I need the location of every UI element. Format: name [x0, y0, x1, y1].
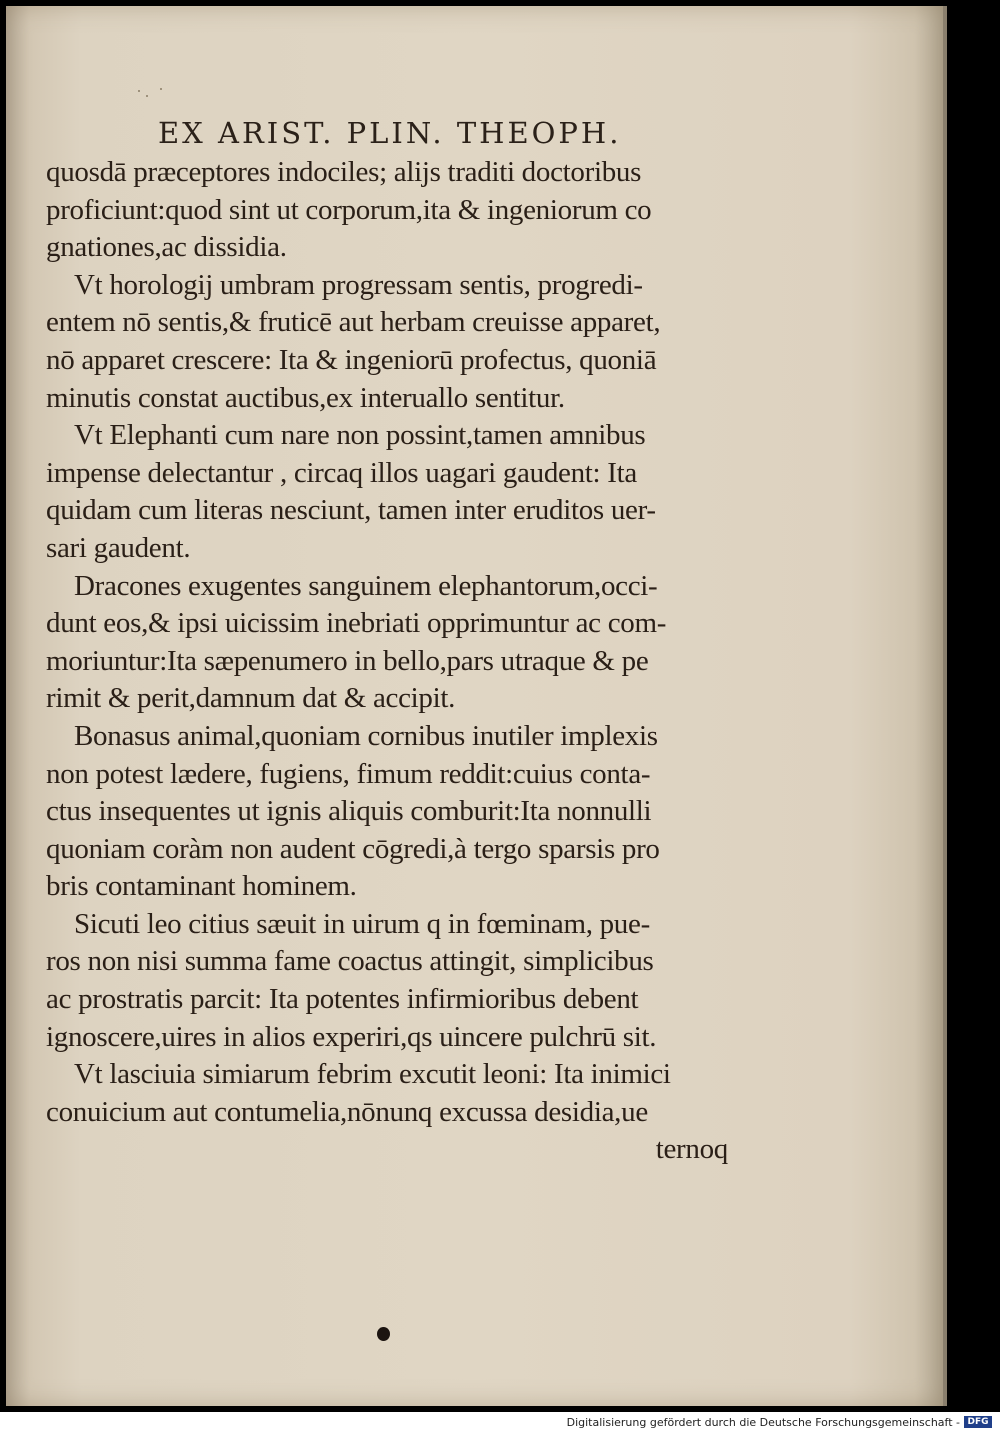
text-line: minutis constat auctibus,ex interuallo sentitur.	[46, 381, 565, 414]
text-line: Vt Elephanti cum nare non possint,tamen amnibus	[74, 419, 646, 452]
text-line: entem nō sentis,& fruticē aut herbam creuisse apparet,	[46, 306, 661, 339]
text-line: quoniam coràm non audent cōgredi,à tergo sparsis pro	[46, 832, 660, 865]
speck	[160, 88, 162, 90]
text-line: proficiunt:quod sint ut corporum,ita & ingeniorum co	[46, 193, 652, 226]
text-line: quosdā præceptores indociles; alijs traditi doctoribus	[46, 156, 642, 188]
text-line: conuicium aut contumelia,nōnunq excussa desidia,ue	[46, 1095, 648, 1128]
text-line: Vt lasciuia simiarum febrim excutit leoni: Ita inimici	[74, 1058, 671, 1091]
text-line: rimit & perit,damnum dat & accipit.	[46, 682, 456, 715]
text-block	[46, 154, 746, 1169]
text-line: ignoscere,uires in alios experiri,qs uincere pulchrū sit.	[46, 1020, 657, 1053]
text-line: ac prostratis parcit: Ita potentes infirmioribus debent	[46, 983, 639, 1016]
text-line: bris contaminant hominem.	[46, 870, 357, 903]
running-head: EX ARIST. PLIN. THEOPH.	[158, 116, 622, 150]
text-line: quidam cum literas nesciunt, tamen inter eruditos uer-	[46, 494, 656, 527]
text-line: Vt horologij umbram progressam sentis, progredi-	[74, 268, 643, 301]
speck	[138, 90, 140, 92]
text-line: nō apparet crescere: Ita & ingeniorū profectus, quoniā	[46, 343, 657, 376]
dfg-logo: DFG	[964, 1416, 992, 1428]
speck	[146, 95, 148, 97]
text-line: dunt eos,& ipsi uicissim inebriati opprimuntur ac com-	[46, 607, 667, 640]
text-line: Dracones exugentes sanguinem elephantorum,occi-	[74, 569, 658, 602]
text-line: Bonasus animal,quoniam cornibus inutiler implexis	[74, 719, 658, 752]
text-line: Sicuti leo citius sæuit in uirum q in fœminam, pue-	[74, 907, 650, 940]
text-line: non potest lædere, fugiens, fimum reddit:cuius conta-	[46, 757, 651, 790]
digitization-credit: Digitalisierung gefördert durch die Deutsche Forschungsgemeinschaft -	[566, 1416, 960, 1429]
text-line: sari gaudent.	[46, 531, 191, 564]
paper-specks	[136, 86, 196, 102]
catchword: ternoq	[655, 1133, 728, 1166]
text-line: ctus insequentes ut ignis aliquis comburit:Ita nonnulli	[46, 795, 652, 828]
text-line: gnationes,ac dissidia.	[46, 231, 287, 264]
page-edge	[943, 6, 947, 1406]
ornament-dot	[377, 1327, 390, 1341]
text-line: impense delectantur , circaq illos uagari gaudent: Ita	[46, 456, 637, 489]
text-line: ros non nisi summa fame coactus attingit, simplicibus	[46, 945, 654, 978]
text-line: moriuntur:Ita sæpenumero in bello,pars utraque & pe	[46, 644, 649, 677]
